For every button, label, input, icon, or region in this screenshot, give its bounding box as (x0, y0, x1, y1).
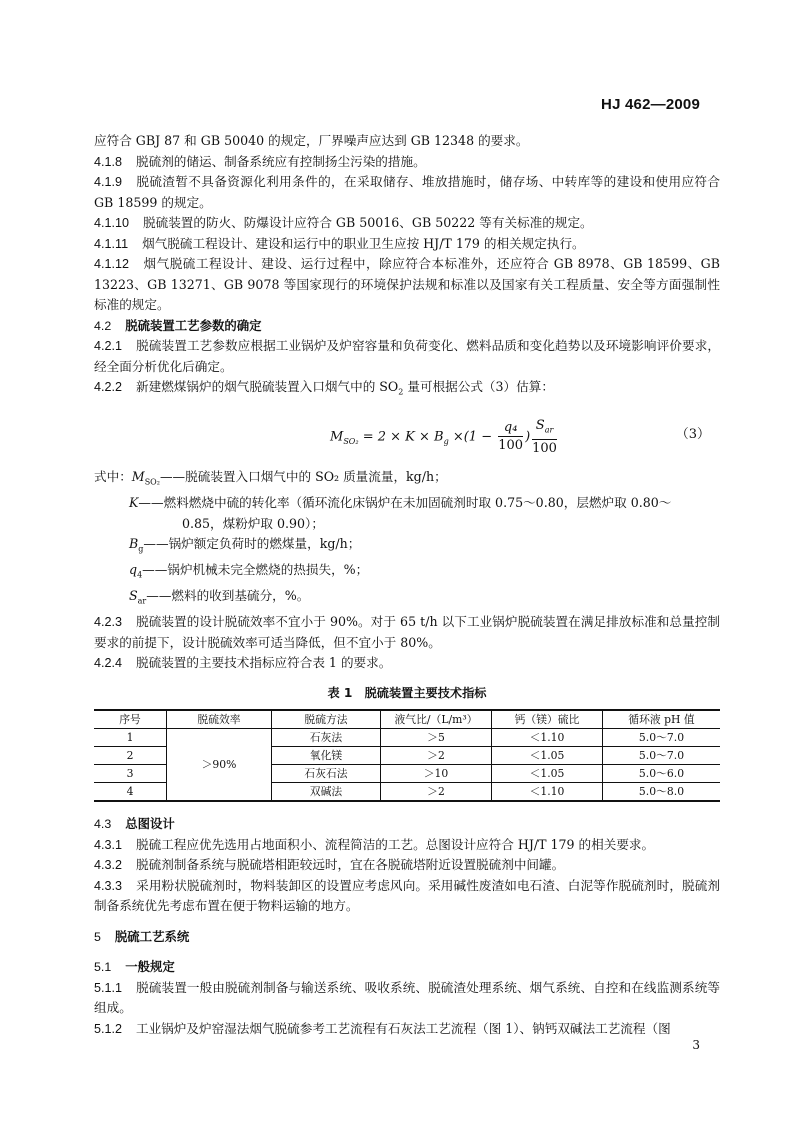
table-cell: ＜1.05 (492, 747, 603, 765)
section-number: 5.1 (94, 960, 112, 975)
table-cell: 2 (94, 747, 167, 765)
section-number: 4.3 (94, 817, 112, 832)
table-cell: 石灰法 (272, 729, 381, 747)
table-cell: ＞2 (381, 747, 492, 765)
page-number: 3 (692, 1038, 700, 1052)
table-cell: 1 (94, 729, 167, 747)
clause-number: 4.2.3 (94, 615, 123, 630)
section-title: 一般规定 (125, 959, 175, 975)
definition-text: 0.85，煤粉炉取 0.90）； (182, 515, 324, 531)
definition-text: ——锅炉额定负荷时的燃煤量，kg/h； (143, 536, 361, 552)
clause-4-2-4 (94, 653, 720, 674)
fraction-symbol: S (535, 418, 545, 434)
definition-symbol: q (129, 562, 138, 578)
clause-4-3-1 (94, 835, 720, 856)
table-cell: ＞2 (381, 783, 492, 802)
definition-symbol: S (129, 588, 138, 604)
definition-symbol: B (129, 536, 139, 552)
table-row (94, 729, 720, 747)
formula-expression (330, 417, 559, 457)
table-1-caption: 表 1 脱硫装置主要技术指标 (327, 685, 487, 700)
table-cell: 氧化镁 (272, 747, 381, 765)
formula-lhs-sub: SO₂ (343, 436, 359, 446)
clause-text: 脱硫工程应优先选用占地面积小、流程简洁的工艺。总图设计应符合 HJ/T 179 的相关要求。 (136, 836, 655, 852)
document-code-header: HJ 462—2009 (601, 96, 700, 113)
clause-4-1-11 (94, 234, 720, 255)
definition-bg (94, 534, 720, 560)
table-header-cell: 循环液 pH 值 (603, 710, 721, 729)
clause-4-3-2 (94, 855, 720, 876)
table-1 (94, 709, 720, 802)
clause-text: 采用粉状脱硫剂时，物料装卸区的设置应考虑风向。采用碱性废渣如电石渣、白泥等作脱硫剂时，脱硫剂制备系统优先考虑布置在便于物料运输的地方。 (94, 877, 720, 914)
table-header-cell: 序号 (94, 710, 167, 729)
fraction-denominator: 100 (498, 438, 524, 454)
definition-k (94, 493, 720, 514)
clause-number: 4.3.2 (94, 858, 123, 873)
clause-number: 4.3.3 (94, 878, 123, 893)
fraction-denominator: 100 (532, 440, 557, 456)
clause-text: 脱硫剂的储运、制备系统应有控制扬尘污染的措施。 (136, 153, 426, 169)
table-header-cell: 钙（镁）硫比 (492, 710, 603, 729)
section-5-1-heading (94, 957, 720, 978)
definition-q4 (94, 560, 720, 586)
clause-4-1-9 (94, 172, 720, 213)
clause-5-1-1 (94, 978, 720, 1019)
formula-3 (94, 409, 720, 461)
formula-body: = 2 × K × B (358, 429, 444, 445)
section-4-2-heading (94, 316, 720, 337)
clause-number: 4.2.1 (94, 339, 123, 353)
subscript: 2 (398, 387, 404, 397)
clause-4-3-3 (94, 876, 720, 917)
definition-sar (94, 586, 720, 612)
table-cell: 5.0～8.0 (603, 783, 721, 802)
clause-4-1-12 (94, 254, 720, 316)
clause-number: 4.1.8 (94, 154, 123, 169)
table-cell: ＜1.05 (492, 765, 603, 783)
chapter-5-heading (94, 927, 720, 948)
table-header-cell: 脱硫效率 (167, 710, 272, 729)
clause-text: 脱硫装置一般由脱硫剂制备与输送系统、吸收系统、脱硫渣处理系统、烟气系统、自控和在线监测系统等组成。 (94, 979, 720, 1016)
definition-lead: 式中： (94, 469, 132, 485)
clause-number: 5.1.1 (94, 980, 123, 995)
definition-sub: SO₂ (144, 477, 160, 487)
clause-text: 脱硫装置的设计脱硫效率不宜小于 90%。对于 65 t/h 以下工业锅炉脱硫装置在满足排放标准和总量控制要求的前提下，设计脱硫效率可适当降低，但不宜小于 80%。 (94, 614, 720, 650)
formula-body: ×(1 − (448, 429, 497, 445)
section-title: 脱硫装置工艺参数的确定 (125, 317, 262, 333)
table-cell: 5.0～6.0 (603, 765, 721, 783)
formula-body: ) (525, 429, 531, 445)
table-header-cell: 脱硫方法 (272, 710, 381, 729)
paragraph-continuation (94, 131, 720, 152)
section-title: 总图设计 (125, 816, 175, 832)
clause-text: 脱硫渣暂不具备资源化利用条件的，在采取储存、堆放措施时，储存场、中转库等的建设和使用应符合 GB 18599 的规定。 (94, 174, 720, 210)
clause-text: 脱硫剂制备系统与脱硫塔相距较远时，宜在各脱硫塔附近设置脱硫剂中间罐。 (136, 857, 565, 873)
clause-number: 4.3.1 (94, 837, 123, 852)
clause-text: 新建燃煤锅炉的烟气脱硫装置入口烟气中的 SO (136, 379, 399, 394)
chapter-title: 脱硫工艺系统 (114, 928, 190, 944)
clause-text: 工业锅炉及炉窑湿法烟气脱硫参考工艺流程有石灰法工艺流程（图 1）、钠钙双碱法工艺流程（图 (136, 1020, 671, 1036)
definition-sub: 4 (137, 570, 143, 580)
table-cell: 4 (94, 783, 167, 802)
fraction-q4 (498, 419, 523, 454)
equation-number: （3） (675, 427, 710, 443)
table-header-cell: 液气比/（L/m³） (381, 710, 492, 729)
clause-number: 4.1.9 (94, 175, 123, 189)
chapter-number: 5 (94, 929, 101, 944)
definition-symbol: K (129, 495, 139, 511)
definition-text: ——锅炉机械未完全燃烧的热损失，%； (142, 562, 369, 578)
clause-number: 4.1.11 (94, 236, 129, 251)
definition-sub: g (138, 544, 144, 554)
clause-4-2-1 (94, 336, 720, 377)
fraction-numerator (532, 417, 557, 440)
table-cell-efficiency: ＞90% (167, 729, 272, 802)
table-cell: 双碱法 (272, 783, 381, 802)
table-cell: 5.0～7.0 (603, 729, 721, 747)
formula-bg-sub: g (443, 436, 449, 446)
clause-number: 4.1.10 (94, 216, 130, 230)
definition-text: ——燃料燃烧中硫的转化率（循环流化床锅炉在未加固硫剂时取 0.75～0.80，层燃炉取 0.80～ (138, 495, 672, 511)
clause-number: 4.2.4 (94, 656, 123, 671)
page-content (94, 131, 720, 1039)
section-4-3-heading (94, 814, 720, 835)
table-cell: ＜1.10 (492, 783, 603, 802)
clause-text: 脱硫装置的主要技术指标应符合表 1 的要求。 (136, 655, 392, 671)
fraction-sar (532, 417, 557, 457)
table-cell: 石灰石法 (272, 765, 381, 783)
definition-k-cont (94, 514, 720, 535)
table-header-row (94, 710, 720, 729)
clause-number: 4.1.12 (94, 257, 130, 271)
clause-number: 4.2.2 (94, 380, 123, 394)
fraction-numerator: q₄ (498, 419, 523, 437)
fraction-symbol-sub: ar (544, 425, 554, 435)
definition-sub: ar (137, 596, 147, 606)
table-cell: ＞5 (381, 729, 492, 747)
formula-definitions (94, 467, 720, 612)
clause-text: 烟气脱硫工程设计、建设、运行过程中，除应符合本标准外，还应符合 GB 8978、GB 18599、GB 13223、GB 13271、GB 9078 等国家现行的环境保护法规和标准以及国家有关工程质量、安全等方面强制性标准的规定。 (94, 256, 720, 312)
table-cell: 5.0～7.0 (603, 747, 721, 765)
paragraph-text: 应符合 GBJ 87 和 GB 50040 的规定，厂界噪声应达到 GB 12348 的要求。 (94, 133, 529, 148)
clause-4-1-10 (94, 213, 720, 234)
table-cell: 3 (94, 765, 167, 783)
clause-4-2-3 (94, 612, 720, 653)
definition-m-so2 (94, 467, 720, 493)
definition-text: ——燃料的收到基硫分，%。 (146, 588, 310, 604)
definition-text: ——脱硫装置入口烟气中的 SO₂ 质量流量，kg/h； (159, 469, 447, 485)
clause-5-1-2 (94, 1019, 720, 1040)
clause-text-tail: 量可根据公式（3）估算： (403, 379, 554, 394)
formula-lhs: M (330, 429, 344, 445)
clause-text: 烟气脱硫工程设计、建设和运行中的职业卫生应按 HJ/T 179 的相关规定执行。 (142, 235, 585, 251)
clause-number: 5.1.2 (94, 1021, 123, 1036)
definition-symbol: M (131, 469, 145, 485)
table-cell: ＞10 (381, 765, 492, 783)
clause-text: 脱硫装置的防火、防爆设计应符合 GB 50016、GB 50222 等有关标准的规定。 (143, 215, 593, 230)
section-number: 4.2 (94, 318, 112, 333)
table-cell: ＜1.10 (492, 729, 603, 747)
clause-text: 脱硫装置工艺参数应根据工业锅炉及炉窑容量和负荷变化、燃料品质和变化趋势以及环境影响评价要求，经全面分析优化后确定。 (94, 338, 720, 374)
clause-4-1-8 (94, 152, 720, 173)
clause-4-2-2 (94, 377, 720, 403)
